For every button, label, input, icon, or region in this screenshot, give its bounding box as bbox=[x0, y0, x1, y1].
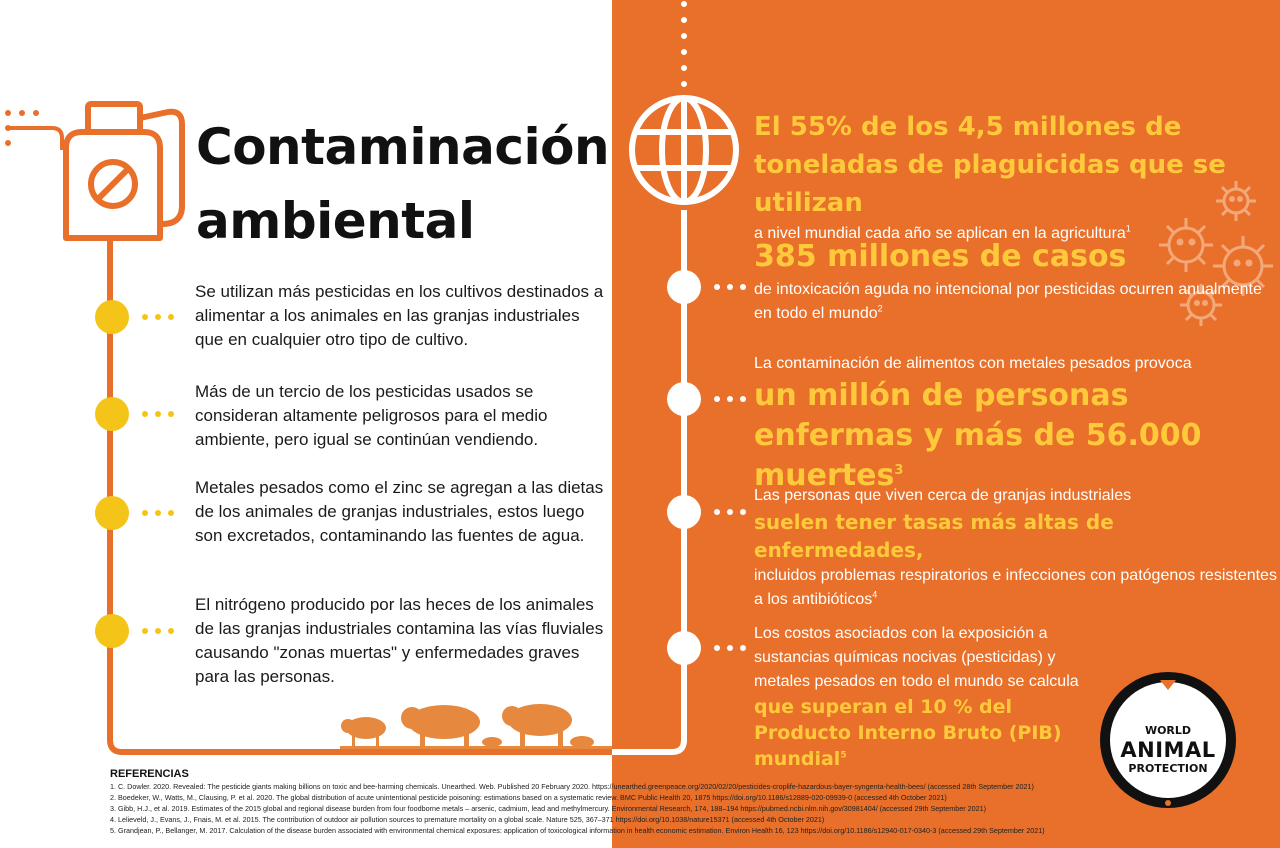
left-point-2: Más de un tercio de los pesticidas usados se consideran altamente peligrosos para el medio ambiente, pero igual se continúan vendiendo. bbox=[195, 382, 548, 449]
logo-line-3: PROTECTION bbox=[1128, 762, 1208, 775]
stat-3-highlight-text: un millón de personas enfermas y más de 56.000 muertes bbox=[754, 378, 1202, 493]
stat-4-ref: 4 bbox=[872, 589, 878, 600]
reference-item: 1. C. Dowler. 2020. Revealed: The pesticide giants making billions on toxic and bee-harming chemicals. Unearthed. Web. Published 20 February 2020. https://unearthed.greenpeace.org/2020/02/20/pesticides-croplife-hazardous-bayer-syngenta-health-bees/ (accessed 28th September 2021) bbox=[110, 782, 1034, 791]
stat-1-detail-text: a nivel mundial cada año se aplican en la agricultura bbox=[754, 225, 1126, 242]
stat-2-ref: 2 bbox=[877, 303, 883, 314]
stat-5-highlight-text: que superan el 10 % del Producto Interno Bruto (PIB) mundial bbox=[754, 696, 1062, 770]
stat-1-highlight: El 55% de los 4,5 millones de toneladas de plaguicidas que se utilizan bbox=[754, 112, 1226, 218]
left-point-1: Se utilizan más pesticidas en los cultivos destinados a alimentar a los animales en las granjas industriales que en cualquier otro tipo de cultivo. bbox=[195, 282, 604, 349]
left-point-4: El nitrógeno producido por las heces de los animales de las granjas industriales contamina las vías fluviales causando "zonas muertas" y enfermedades graves para las personas. bbox=[195, 595, 604, 686]
logo-text bbox=[1106, 700, 1230, 800]
logo-line-1: WORLD bbox=[1144, 724, 1192, 737]
references-list bbox=[110, 781, 1090, 836]
reference-item: 4. Lelieveld, J., Evans, J., Fnais, M. et al. 2015. The contribution of outdoor air pollution sources to premature mortality on a global scale. Nature 525, 367–371 https://doi.org/10.1038/nature15371 (accessed 4th October 2021) bbox=[110, 815, 825, 824]
stat-costs bbox=[754, 622, 1104, 772]
stat-3-highlight bbox=[754, 376, 1280, 496]
stat-4-detail bbox=[754, 564, 1280, 612]
left-timeline-markers bbox=[95, 300, 174, 648]
stat-1-ref: 1 bbox=[1125, 223, 1131, 234]
stat-3-ref: 3 bbox=[894, 463, 904, 478]
globe-icon bbox=[632, 98, 736, 202]
pig-silhouettes bbox=[340, 704, 612, 749]
page-title bbox=[196, 110, 609, 258]
stat-5-intro: Los costos asociados con la exposición a sustancias químicas nocivas (pesticidas) y metales pesados en todo el mundo se calcula bbox=[754, 625, 1079, 690]
reference-item: 2. Boedeker, W., Watts, M., Clausing, P. et al. 2020. The global distribution of acute unintentional pesticide poisoning: estimations based on a systematic review. BMC Public Health 20, 1875 https://doi.org/10.1186/s12889-020-09939-0 (accessed 4th October 2021) bbox=[110, 793, 947, 802]
stat-5-highlight bbox=[754, 694, 1104, 772]
reference-item: 5. Grandjean, P., Bellanger, M. 2017. Calculation of the disease burden associated with environmental chemical exposures: application of toxicological information in health economic estimation. Environ Health 16, 123 https://doi.org/10.1186/s12940-017-0340-3 (accessed 29th September 2021) bbox=[110, 826, 1045, 835]
stat-2-detail-text: de intoxicación aguda no intencional por pesticidas ocurren anualmente en todo el mundo bbox=[754, 281, 1262, 322]
references-heading: REFERENCIAS bbox=[110, 768, 189, 780]
stat-4-highlight: suelen tener tasas más altas de enfermedades, bbox=[754, 510, 1114, 562]
references bbox=[110, 767, 1090, 836]
stat-poisoning-cases bbox=[754, 236, 1280, 326]
stat-4-intro: Las personas que viven cerca de granjas industriales bbox=[754, 487, 1132, 504]
pesticide-canister-icon bbox=[66, 104, 182, 238]
stat-heavy-metals bbox=[754, 352, 1280, 496]
title-line-2: ambiental bbox=[196, 192, 475, 250]
stat-4-detail-text: incluidos problemas respiratorios e infecciones con patógenos resistentes a los antibióticos bbox=[754, 567, 1277, 608]
stat-nearby-disease bbox=[754, 484, 1280, 612]
stat-2-detail bbox=[754, 278, 1280, 326]
reference-item: 3. Gibb, H.J., et al. 2019. Estimates of the 2015 global and regional disease burden from four foodborne metals – arsenic, cadmium, lead and methylmercury. Environmental Research, 174, 188–194 https://pubmed.ncbi.nlm.nih.gov/30981404/ (accessed 29th September 2021) bbox=[110, 804, 987, 813]
stat-5-ref: 5 bbox=[840, 750, 847, 761]
right-timeline-markers bbox=[667, 270, 746, 665]
stat-2-highlight: 385 millones de casos bbox=[754, 239, 1127, 274]
left-point-3: Metales pesados como el zinc se agregan a las dietas de los animales de granjas industriales, estos luego son excretados, contaminando las fuentes de agua. bbox=[195, 478, 604, 545]
logo-line-2: ANIMAL bbox=[1120, 738, 1216, 762]
title-line-1: Contaminación bbox=[196, 118, 610, 176]
stat-3-intro: La contaminación de alimentos con metales pesados provoca bbox=[754, 355, 1192, 372]
stat-pesticide-usage bbox=[754, 108, 1280, 246]
